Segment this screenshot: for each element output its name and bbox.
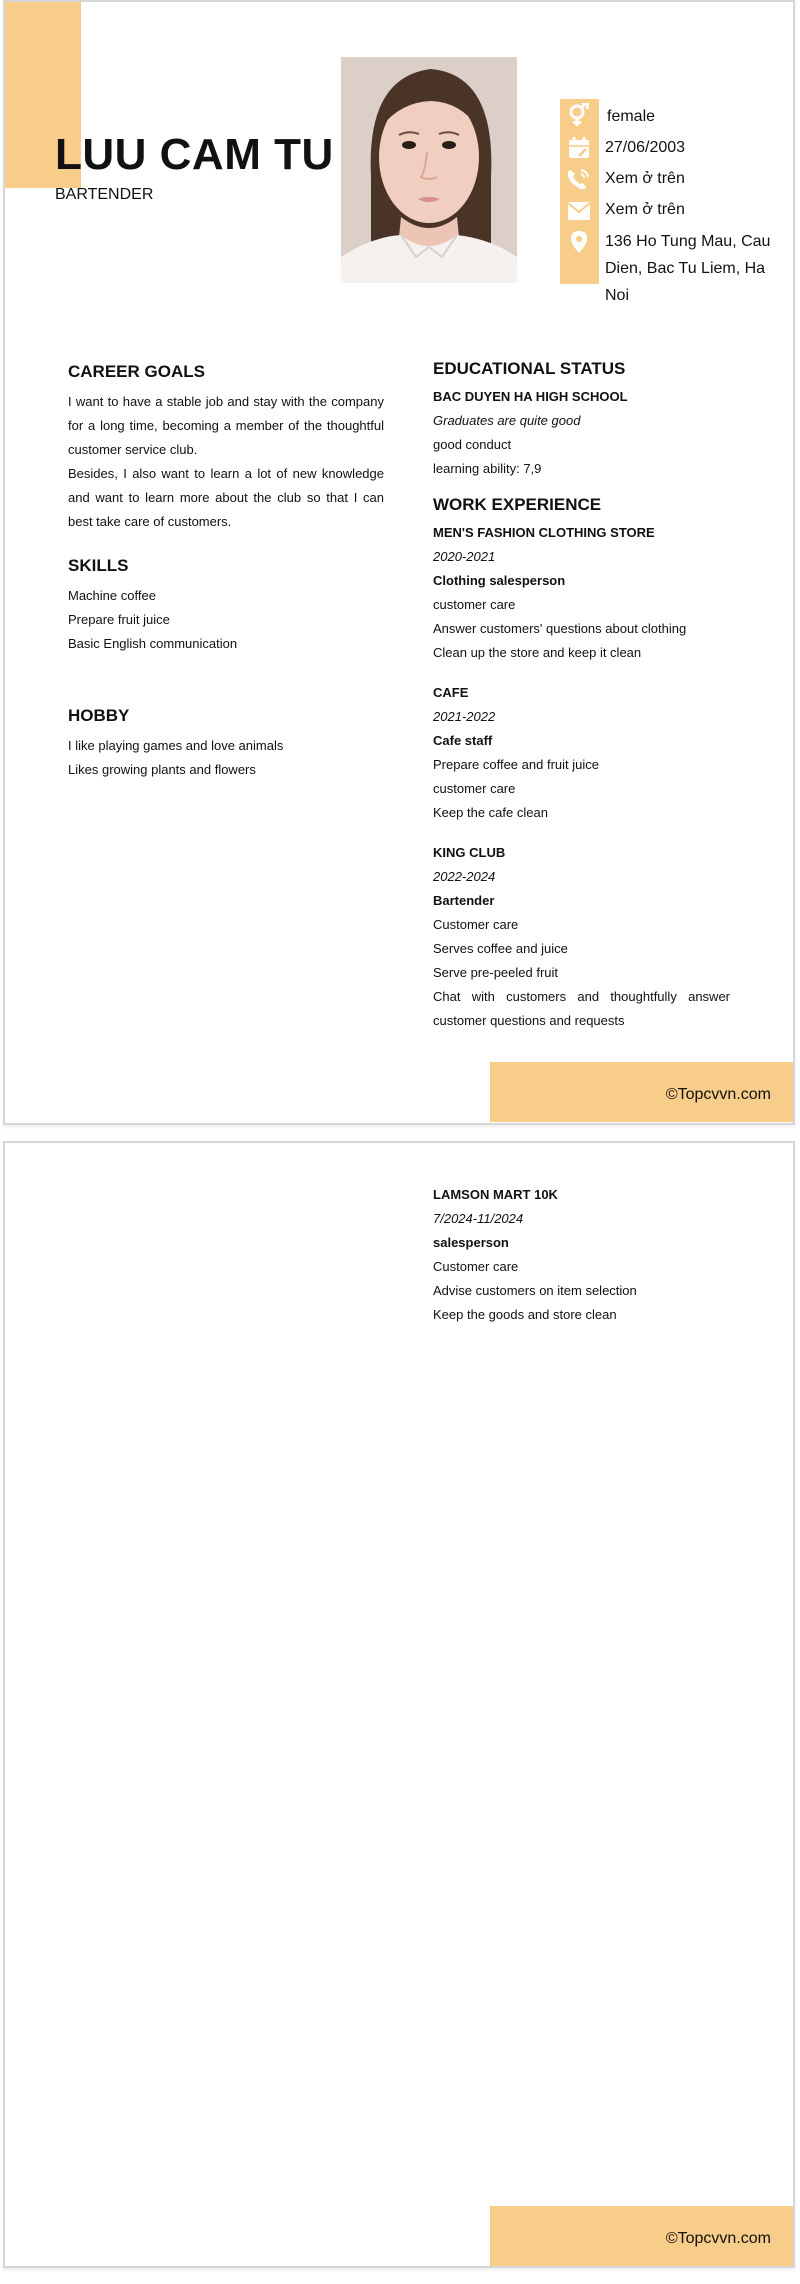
- education-note: Graduates are quite good: [433, 413, 581, 428]
- skill-item: Prepare fruit juice: [68, 612, 170, 627]
- job-task: customer care: [433, 781, 516, 796]
- page-footer: [490, 1062, 793, 1122]
- job-role: Cafe staff: [433, 733, 493, 748]
- hobby-heading: HOBBY: [68, 706, 130, 725]
- job-company: KING CLUB: [433, 845, 506, 860]
- job-task: Customer care: [433, 1259, 519, 1274]
- education-heading: EDUCATIONAL STATUS: [433, 359, 626, 378]
- contact-birthdate: 27/06/2003: [605, 139, 686, 156]
- career-goal-paragraph: I want to have a stable job and stay with the company for a long time, becoming a member of the thoughtful customer service club.: [68, 394, 384, 457]
- profile-photo: [341, 57, 517, 283]
- phone-icon: [565, 167, 593, 191]
- copyright-text: ©Topcvvn.com: [665, 1086, 771, 1103]
- education-detail: learning ability: 7,9: [433, 461, 542, 476]
- job-company: MEN'S FASHION CLOTHING STORE: [433, 525, 655, 540]
- skills-heading: SKILLS: [68, 556, 129, 575]
- page-footer: [490, 2206, 793, 2266]
- hobby-item: I like playing games and love animals: [68, 738, 284, 753]
- job-entry: [433, 521, 730, 665]
- career-goal-paragraph: Besides, I also want to learn a lot of new knowledge and want to learn more about the club so that I can best take care of customers.: [68, 466, 384, 529]
- job-company: LAMSON MART 10K: [433, 1187, 558, 1202]
- career-goals-heading: CAREER GOALS: [68, 362, 205, 381]
- skill-item: Machine coffee: [68, 588, 156, 603]
- job-entry: [433, 841, 730, 1033]
- job-task: Prepare coffee and fruit juice: [433, 757, 599, 772]
- cv-page-2: [3, 1141, 795, 2268]
- job-company: CAFE: [433, 685, 469, 700]
- contact-gender: female: [607, 108, 656, 125]
- calendar-icon: [565, 136, 593, 160]
- job-period: 2022-2024: [433, 869, 496, 884]
- job-task: Chat with customers and thoughtfully answer customer questions and requests: [433, 989, 730, 1028]
- hobby-item: Likes growing plants and flowers: [68, 762, 256, 777]
- job-period: 7/2024-11/2024: [433, 1211, 524, 1226]
- job-period: 2020-2021: [433, 549, 496, 564]
- job-task: Keep the goods and store clean: [433, 1307, 617, 1322]
- contact-address: 136 Ho Tung Mau, Cau Dien, Bac Tu Liem, Ha Noi: [605, 233, 771, 304]
- job-task: Serve pre-peeled fruit: [433, 965, 559, 980]
- job-task: customer care: [433, 597, 516, 612]
- job-task: Clean up the store and keep it clean: [433, 645, 642, 660]
- right-column: [433, 359, 730, 1033]
- education-detail: good conduct: [433, 437, 512, 452]
- cv-page-1: [3, 0, 795, 1125]
- email-icon: [565, 199, 593, 223]
- contact-phone: Xem ở trên: [605, 170, 685, 187]
- job-entry: [433, 1183, 730, 1327]
- job-period: 2021-2022: [433, 709, 496, 724]
- job-task: Advise customers on item selection: [433, 1283, 637, 1298]
- candidate-name: LUU CAM TU: [55, 130, 334, 179]
- job-role: salesperson: [433, 1235, 509, 1250]
- skill-item: Basic English communication: [68, 636, 238, 651]
- contact-email: Xem ở trên: [605, 201, 685, 218]
- job-role: Bartender: [433, 893, 495, 908]
- location-icon: [565, 230, 593, 254]
- job-task: Keep the cafe clean: [433, 805, 548, 820]
- school-name: BAC DUYEN HA HIGH SCHOOL: [433, 389, 628, 404]
- right-column-continued: [433, 1183, 730, 1327]
- job-task: Answer customers' questions about clothing: [433, 621, 687, 636]
- job-task: Customer care: [433, 917, 519, 932]
- job-task: Serves coffee and juice: [433, 941, 568, 956]
- job-role: Clothing salesperson: [433, 573, 566, 588]
- gender-icon: [565, 103, 593, 127]
- job-title: BARTENDER: [55, 186, 154, 203]
- work-experience-heading: WORK EXPERIENCE: [433, 495, 602, 514]
- job-entry: [433, 681, 730, 825]
- copyright-text: ©Topcvvn.com: [665, 2230, 771, 2247]
- left-column: [68, 362, 384, 782]
